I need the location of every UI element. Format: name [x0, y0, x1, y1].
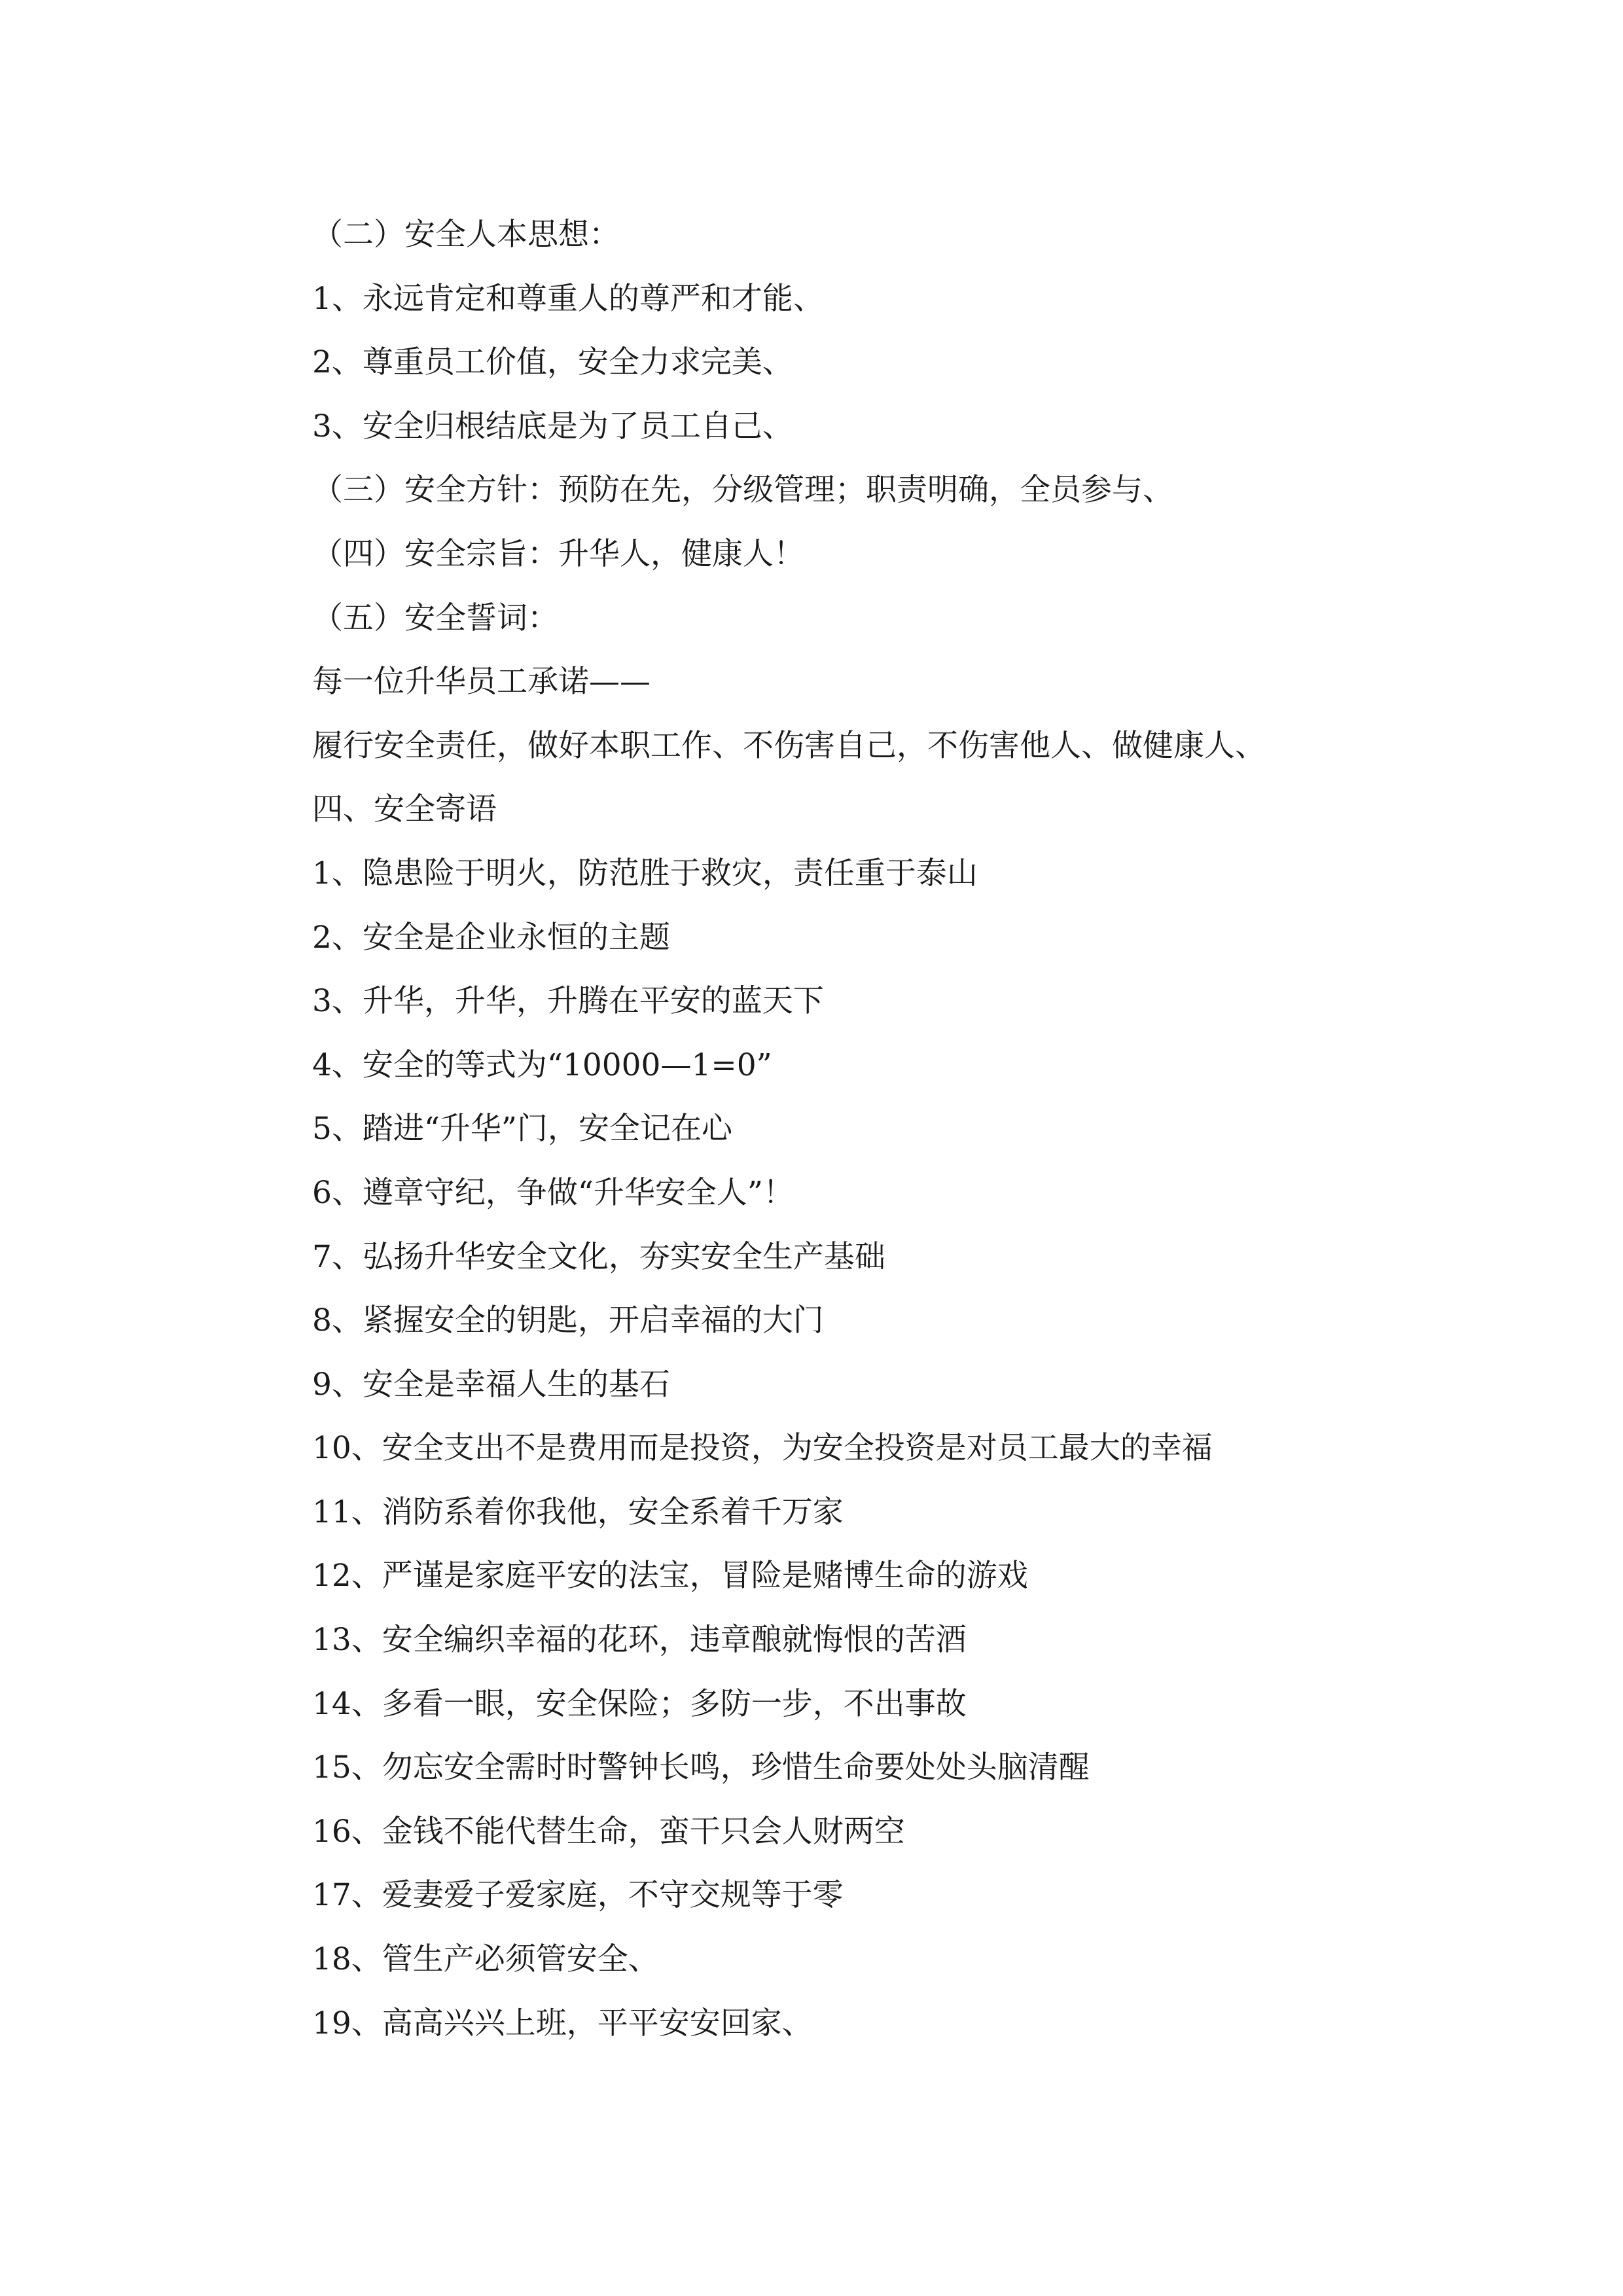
oath-intro: 每一位升华员工承诺——: [312, 664, 651, 700]
list-item: 2、尊重员工价值，安全力求完美、: [312, 344, 793, 381]
list-item: 7、弘扬升华安全文化，夯实安全生产基础: [312, 1238, 885, 1275]
list-item: 9、安全是幸福人生的基石: [312, 1366, 670, 1403]
heading-policy: （三）安全方针：预防在先，分级管理；职责明确，全员参与、: [312, 472, 1173, 509]
heading-safety-messages: 四、安全寄语: [312, 791, 497, 828]
list-item: 12、严谨是家庭平安的法宝，冒险是赌博生命的游戏: [312, 1558, 1028, 1594]
list-item: 13、安全编织幸福的花环，违章酿就悔恨的苦酒: [312, 1622, 967, 1659]
heading-humanism: （二）安全人本思想：: [312, 217, 620, 253]
list-item: 2、安全是企业永恒的主题: [312, 919, 670, 956]
list-item: 19、高高兴兴上班，平平安安回家、: [312, 2005, 813, 2041]
heading-oath: （五）安全誓词：: [312, 600, 558, 636]
list-item: 18、管生产必须管安全、: [312, 1941, 659, 1978]
list-item: 14、多看一眼，安全保险；多防一步，不出事故: [312, 1685, 967, 1722]
list-item: 16、金钱不能代替生命，蛮干只会人财两空: [312, 1813, 905, 1850]
list-item: 1、隐患险于明火，防范胜于救灾，责任重于泰山: [312, 855, 978, 891]
list-item: 1、永远肯定和尊重人的尊严和才能、: [312, 280, 824, 317]
oath-text: 履行安全责任，做好本职工作、不伤害自己，不伤害他人、做健康人、: [312, 727, 1266, 764]
list-item: 15、勿忘安全需时时警钟长鸣，珍惜生命要处处头脑清醒: [312, 1749, 1090, 1786]
list-item: 4、安全的等式为“10000—1=0”: [312, 1047, 772, 1083]
document-body: [312, 203, 1333, 2055]
list-item: 6、遵章守纪，争做“升华安全人”！: [312, 1174, 794, 1211]
list-item: 10、安全支出不是费用而是投资，为安全投资是对员工最大的幸福: [312, 1430, 1213, 1467]
list-item: 3、升华，升华，升腾在平安的蓝天下: [312, 983, 824, 1020]
heading-purpose: （四）安全宗旨：升华人，健康人！: [312, 535, 804, 572]
list-item: 5、踏进“升华”门，安全记在心: [312, 1111, 732, 1147]
list-item: 8、紧握安全的钥匙，开启幸福的大门: [312, 1302, 824, 1339]
list-item: 17、爱妻爱子爱家庭，不守交规等于零: [312, 1877, 844, 1914]
list-item: 3、安全归根结底是为了员工自己、: [312, 408, 793, 444]
list-item: 11、消防系着你我他，安全系着千万家: [312, 1494, 844, 1530]
